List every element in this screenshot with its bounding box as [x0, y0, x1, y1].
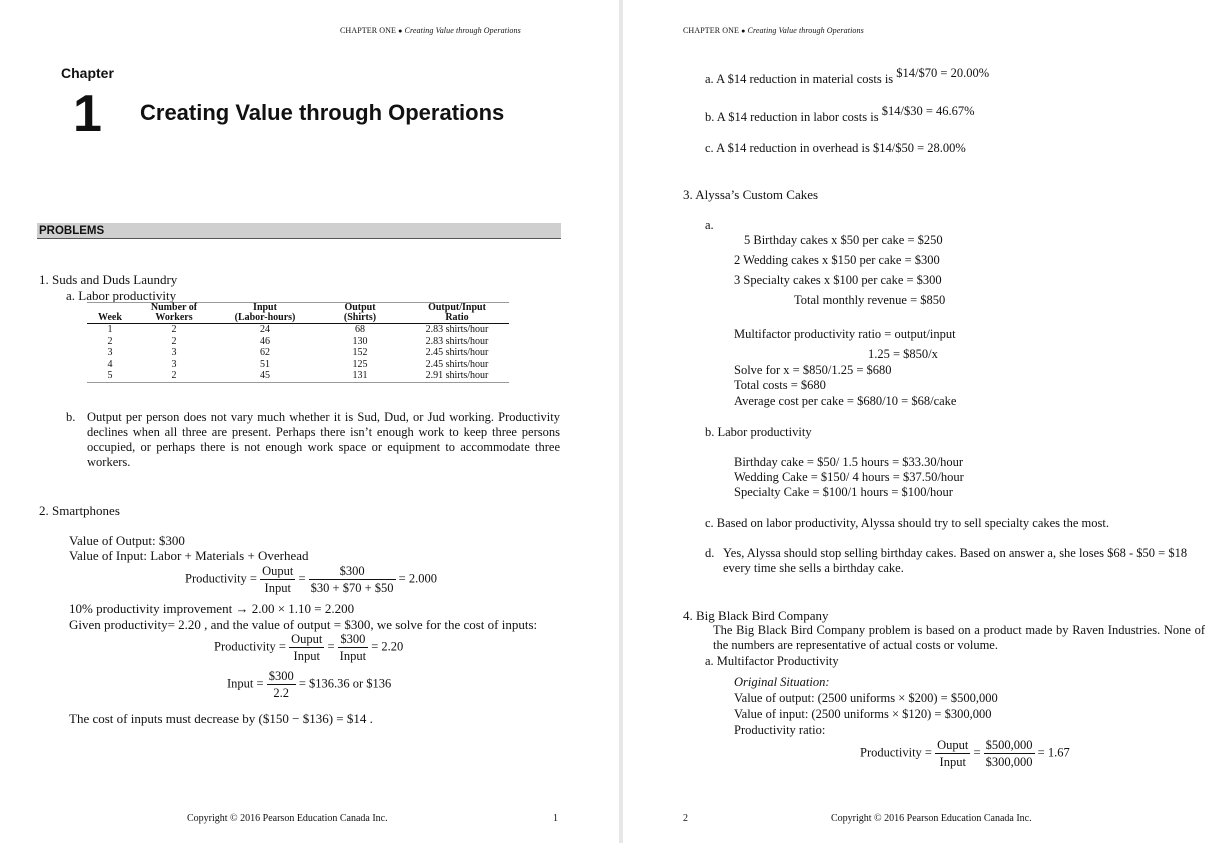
problem-4-text: The Big Black Bird Company problem is based on a product made by Raven Industries. None of the numbers are representative of actual costs or volume. [713, 623, 1205, 652]
col-input: Input (Labor-hours) [234, 302, 296, 323]
input-equation: Input = $\frac{\$300}{2.2}$ = $136.36 or $136 [227, 669, 392, 700]
productivity-equation-4: Productivity = $\frac{\text{Ouput}}{\text{Input}}$ = $\frac{\$500,000}{\$300,000}$ = 1.67 [860, 738, 1070, 769]
chapter-title: Creating Value through Operations [140, 100, 505, 125]
table-row: 1 2 24 68 2.83 shirts/hour [107, 324, 489, 335]
footer-copyright: Copyright © 2016 Pearson Education Canada Inc. [187, 813, 388, 824]
problem-4-title: 4. Big Black Bird Company [683, 608, 829, 623]
problem-3c: c. Based on labor productivity, Alyssa should try to sell specialty cakes the most. [705, 516, 1109, 530]
problem-3-title: 3. Alyssa’s Custom Cakes [683, 187, 819, 202]
col-workers: Number of Workers [150, 302, 198, 323]
multifactor-line-4: Total costs = $680 [734, 378, 826, 392]
table-row: 2 2 46 130 2.83 shirts/hour [107, 335, 489, 347]
col-week: Week [98, 312, 122, 323]
labor-table-wrap [87, 302, 509, 383]
problem-2-title: 2. Smartphones [39, 503, 120, 518]
problem-1b-label: b. [66, 410, 76, 424]
labor-productivity-table [87, 303, 509, 383]
problem-1-title: 1. Suds and Duds Laundry [39, 272, 178, 287]
problem-1a-label: a. Labor productivity [66, 288, 177, 303]
multifactor-line-5: Average cost per cake = $680/10 = $68/cake [734, 394, 957, 408]
cake-line-2: 2 Wedding cakes x $150 per cake = $300 [734, 253, 940, 267]
productivity-equation-2: Productivity = $\frac{\text{Ouput}}{\text{Input}}$ = $\frac{\$300}{\text{Input}}$ = 2.20 [214, 632, 404, 663]
answer-b: b. A $14 reduction in labor costs is $14/$30 = 46.67% [705, 104, 975, 124]
original-situation-label: Original Situation: [734, 675, 830, 689]
table-row: 4 3 51 125 2.45 shirts/hour [107, 358, 489, 370]
chapter-number: 1 [73, 85, 102, 143]
running-header: CHAPTER ONE ● Creating Value through Operations [683, 26, 864, 35]
problem-3d-label: d. [705, 546, 715, 560]
page-number: 2 [683, 813, 688, 824]
value-of-input: Value of input: (2500 uniforms × $120) = $300,000 [734, 707, 992, 721]
right-page [623, 0, 1230, 843]
labor-prod-line-3: Specialty Cake = $100/1 hours = $100/hour [734, 485, 953, 499]
running-header: CHAPTER ONE ● Creating Value through Operations [340, 26, 521, 35]
footer-copyright: Copyright © 2016 Pearson Education Canada Inc. [831, 813, 1032, 824]
multifactor-line-3: Solve for x = $850/1.25 = $680 [734, 363, 892, 377]
cake-line-1: 5 Birthday cakes x $50 per cake = $250 [744, 233, 943, 247]
productivity-ratio-label: Productivity ratio: [734, 723, 826, 737]
multifactor-line-2: 1.25 = $850/x [868, 347, 938, 361]
labor-prod-line-1: Birthday cake = $50/ 1.5 hours = $33.30/hour [734, 455, 963, 469]
answer-a: a. A $14 reduction in material costs is $14/$70 = 20.00% [705, 66, 990, 86]
problem-3a-label: a. [705, 218, 714, 232]
value-of-output: Value of output: (2500 uniforms × $200) = $500,000 [734, 691, 998, 705]
output-value-line: Value of Output: $300 [69, 533, 185, 548]
table-row: 5 2 45 131 2.91 shirts/hour [87, 370, 509, 382]
section-banner: PROBLEMS [37, 223, 561, 239]
problem-1b-text: Output per person does not vary much whether it is Sud, Dud, or Jud working. Productivity declines when all three are present. Perhaps there isn’t enough work to keep three persons occupied, or perhaps there is not enough work space or equipment to accommodate three workers. [87, 410, 560, 469]
given-line: Given productivity= 2.20 , and the value of output = $300, we solve for the cost of inputs: [69, 617, 538, 632]
chapter-label: Chapter [61, 65, 114, 81]
cake-line-3: 3 Specialty cakes x $100 per cake = $300 [734, 273, 942, 287]
cost-decrease-line: The cost of inputs must decrease by ($150 − $136) = $14 . [69, 711, 373, 726]
page-number: 1 [553, 813, 558, 824]
cake-total: Total monthly revenue = $850 [794, 293, 946, 307]
input-value-line: Value of Input: Labor + Materials + Overhead [69, 548, 309, 563]
productivity-equation-1: Productivity = $\frac{\text{Ouput}}{\text{Input}}$ = $\frac{\$300}{\$30 + \$70 + \$50}$ = 2.000 [185, 564, 437, 595]
table-row: 3 3 62 152 2.45 shirts/hour [107, 347, 489, 358]
labor-prod-line-2: Wedding Cake = $150/ 4 hours = $37.50/hour [734, 470, 964, 484]
col-ratio: Output/Input Ratio [428, 302, 486, 323]
problem-3b-label: b. Labor productivity [705, 425, 812, 439]
problem-4a-label: a. Multifactor Productivity [705, 654, 839, 668]
improvement-line: 10% productivity improvement → 2.00 × 1.10 = 2.200 [69, 601, 355, 616]
problem-3d-text: Yes, Alyssa should stop selling birthday cakes. Based on answer a, she loses $68 - $50 = $18 every time she sells a birthday cake. [723, 546, 1188, 575]
answer-c: c. A $14 reduction in overhead is $14/$50 = 28.00% [705, 141, 966, 155]
col-output: Output (Shirts) [343, 302, 377, 323]
multifactor-line-1: Multifactor productivity ratio = output/input [734, 327, 956, 341]
